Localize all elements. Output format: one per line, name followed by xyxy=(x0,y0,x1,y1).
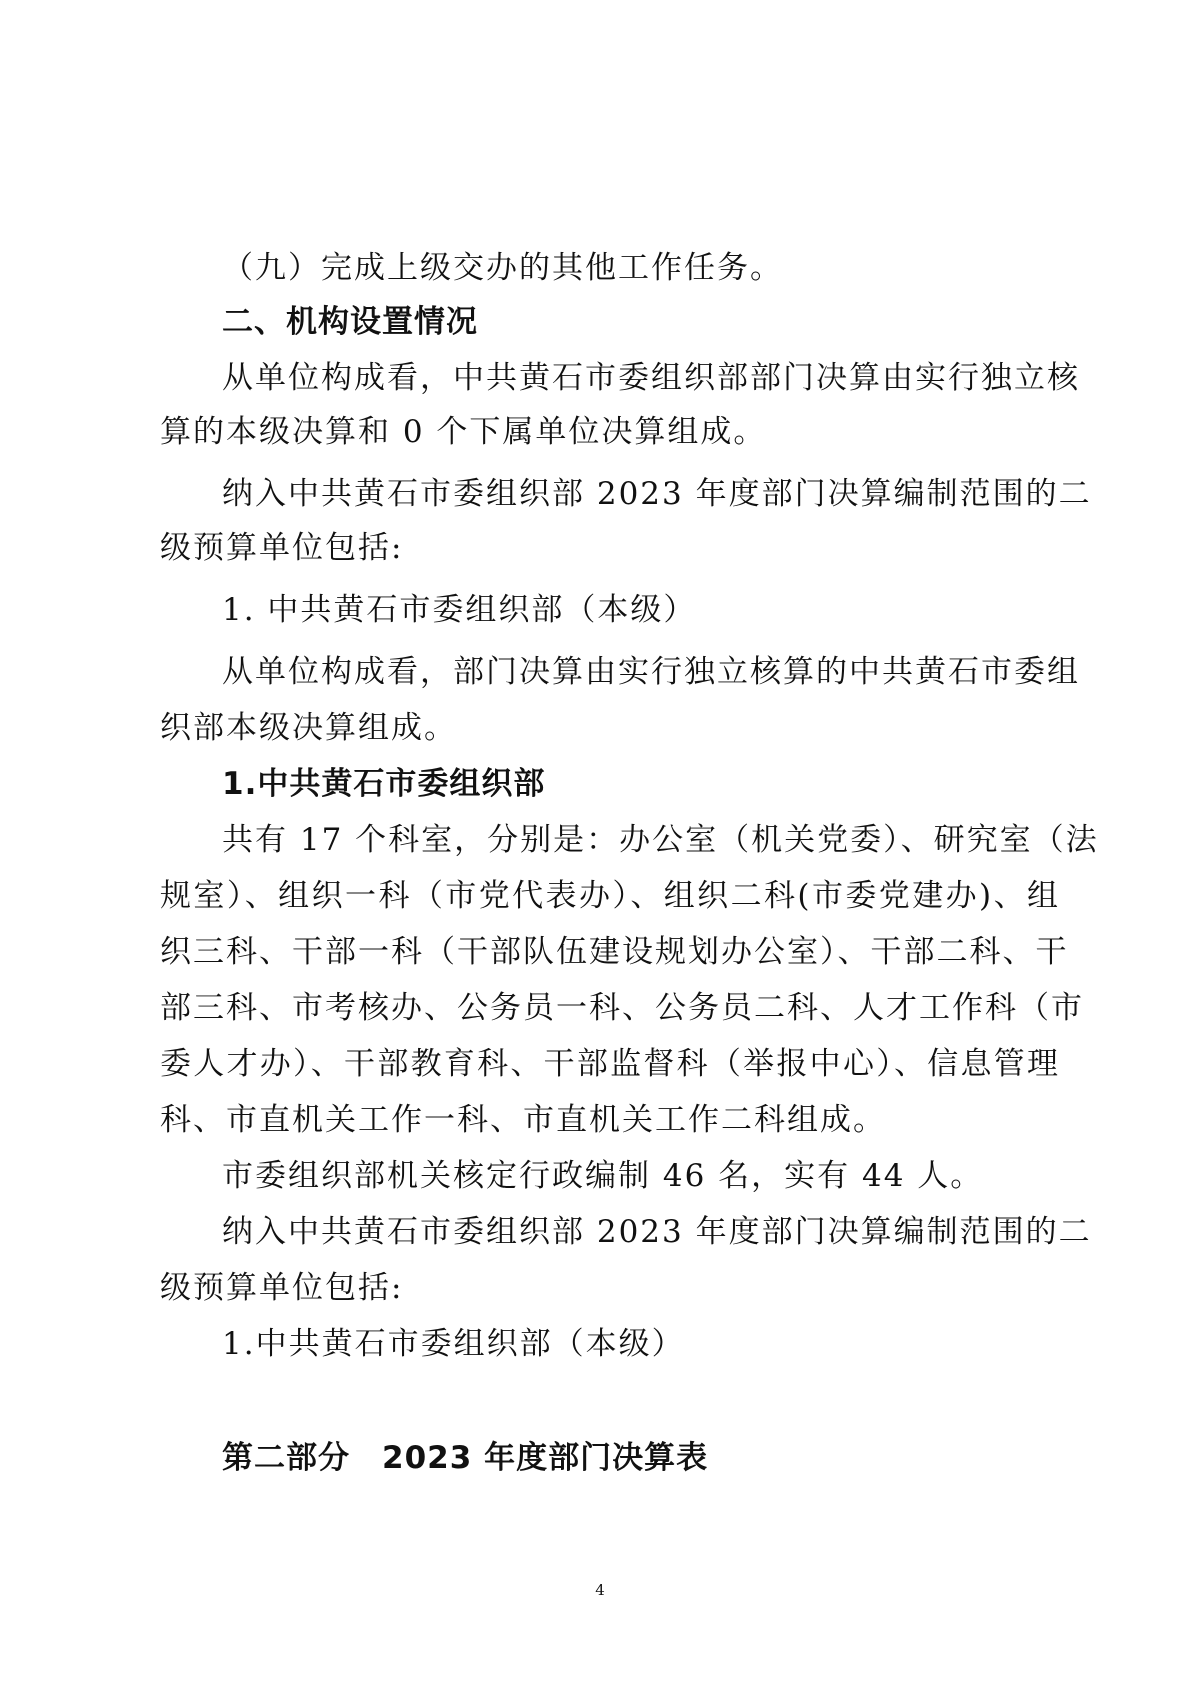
list-item-unit: 1. 中共黄石市委组织部（本级） xyxy=(222,592,697,628)
paragraph-departments-line2: 规室）、组织一科（市党代表办）、组织二科(市委党建办)、组 xyxy=(160,878,1060,914)
subsection-heading-unit: 1.中共黄石市委组织部 xyxy=(222,766,546,802)
page-number: 4 xyxy=(595,1581,605,1599)
paragraph-scope-line2: 级预算单位包括: xyxy=(160,530,404,566)
part-heading-tables: 第二部分 2023 年度部门决算表 xyxy=(222,1440,709,1476)
paragraph-staffing: 市委组织部机关核定行政编制 46 名，实有 44 人。 xyxy=(222,1158,984,1194)
paragraph-departments-line3: 织三科、干部一科（干部队伍建设规划办公室）、干部二科、干 xyxy=(160,934,1069,970)
list-item-unit-2: 1.中共黄石市委组织部（本级） xyxy=(222,1326,685,1362)
paragraph-departments-line4: 部三科、市考核办、公务员一科、公务员二科、人才工作科（市 xyxy=(160,990,1084,1026)
paragraph-unit-composition-line2: 算的本级决算和 0 个下属单位决算组成。 xyxy=(160,414,767,450)
paragraph-task-nine: （九）完成上级交办的其他工作任务。 xyxy=(222,250,783,286)
paragraph-composition-line2: 织部本级决算组成。 xyxy=(160,710,457,746)
section-heading-organization: 二、机构设置情况 xyxy=(222,304,478,340)
paragraph-unit-composition-line1: 从单位构成看，中共黄石市委组织部部门决算由实行独立核 xyxy=(222,360,1080,396)
paragraph-scope2-line2: 级预算单位包括: xyxy=(160,1270,404,1306)
paragraph-scope2-line1: 纳入中共黄石市委组织部 2023 年度部门决算编制范围的二 xyxy=(222,1214,1092,1250)
paragraph-scope-line1: 纳入中共黄石市委组织部 2023 年度部门决算编制范围的二 xyxy=(222,476,1092,512)
paragraph-departments-line6: 科、市直机关工作一科、市直机关工作二科组成。 xyxy=(160,1102,886,1138)
paragraph-departments-line1: 共有 17 个科室，分别是：办公室（机关党委）、研究室（法 xyxy=(222,822,1099,858)
paragraph-composition-line1: 从单位构成看，部门决算由实行独立核算的中共黄石市委组 xyxy=(222,654,1080,690)
paragraph-departments-line5: 委人才办）、干部教育科、干部监督科（举报中心）、信息管理 xyxy=(160,1046,1060,1082)
